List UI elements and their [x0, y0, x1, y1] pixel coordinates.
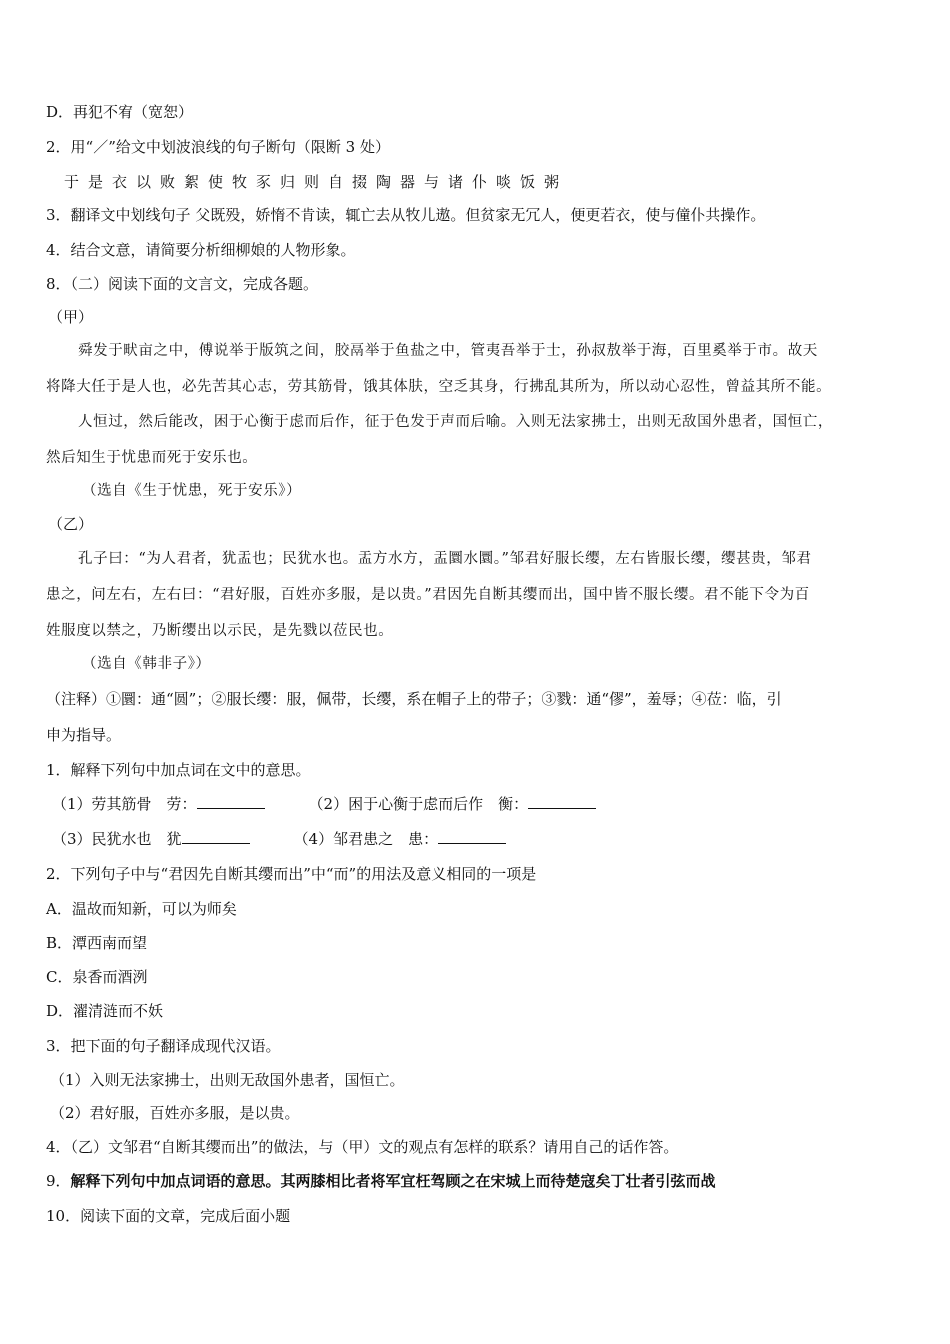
answer-blank[interactable] [197, 794, 265, 809]
option-d: D．再犯不宥（宽恕） [46, 103, 194, 121]
sub-question-3: 3．把下面的句子翻译成现代汉语。 [46, 1037, 281, 1055]
passage-jia-line: 然后知生于忧患而死于安乐也。 [46, 450, 258, 466]
sub1-item-1: （1）劳其筋骨 劳： [52, 795, 197, 813]
sub-question-3-item: （1）入则无法家拂士，出则无敌国外患者，国恒亡。 [50, 1071, 405, 1089]
sub-question-3-item: （2）君好服，百姓亦多服，是以贵。 [50, 1104, 300, 1122]
option-b: B．潭西南而望 [46, 934, 148, 952]
passage-yi-source: （选自《韩非子》） [82, 656, 211, 672]
annotation-line: （注释）①圜：通“圆”；②服长缨：服，佩带，长缨，系在帽子上的带子；③戮：通“僇”，羞辱；④莅：临，引 [46, 690, 782, 708]
answer-blank[interactable] [528, 794, 596, 809]
question-2: 2．用“／”给文中划波浪线的句子断句（限断 3 处） [46, 138, 390, 156]
question-9-number: 9． [46, 1172, 71, 1190]
sub-question-1-row [52, 794, 910, 814]
question-4: 4．结合文意，请简要分析细柳娘的人物形象。 [46, 241, 356, 259]
passage-yi-line: 姓服度以禁之，乃断缨出以示民，是先戮以莅民也。 [46, 623, 394, 639]
sub1-item-2: （2）困于心衡于虑而后作 衡： [308, 795, 529, 813]
sub-question-1: 1．解释下列句中加点词在文中的意思。 [46, 761, 311, 779]
passage-jia-line: 舜发于畎亩之中，傅说举于版筑之间，胶鬲举于鱼盐之中，管夷吾举于士，孙叔敖举于海，百里奚举于市。故天 [78, 343, 818, 359]
question-9-text: 解释下列句中加点词语的意思。其两膝相比者将军宜枉驾顾之在宋城上而待楚寇矣丁壮者引弦而战 [70, 1172, 716, 1190]
question-8-header: 8．（二）阅读下面的文言文，完成各题。 [46, 275, 319, 293]
option-d: D．濯清涟而不妖 [46, 1002, 164, 1020]
answer-blank[interactable] [438, 829, 506, 844]
passage-jia-label: （甲） [48, 308, 94, 326]
passage-jia-source: （选自《生于忧患，死于安乐》） [82, 483, 302, 499]
passage-jia-line: 人恒过，然后能改，困于心衡于虑而后作，征于色发于声而后喻。入则无法家拂士，出则无敌国外患者，国恒亡， [78, 414, 833, 430]
sub-question-2: 2．下列句子中与“君因先自断其缨而出”中“而”的用法及意义相同的一项是 [46, 865, 537, 883]
option-a: A．温故而知新，可以为师矣 [46, 900, 237, 918]
sub1-item-4: （4）邹君患之 患： [293, 830, 439, 848]
wavy-line-sentence: 于是衣以败絮使牧豕归则自掇陶器与诸仆啖饭粥 [64, 173, 569, 191]
question-9 [46, 1171, 910, 1191]
sub-question-4: 4．（乙）文邹君“自断其缨而出”的做法，与（甲）文的观点有怎样的联系？请用自己的话作答。 [46, 1138, 679, 1156]
answer-blank[interactable] [182, 829, 250, 844]
annotation-line: 申为指导。 [46, 726, 122, 744]
passage-yi-line: 孔子曰：“为人君者，犹盂也；民犹水也。盂方水方，盂圜水圜。”邹君好服长缨，左右皆服长缨，缨甚贵，邹君 [78, 551, 812, 567]
option-c: C．泉香而酒洌 [46, 968, 148, 986]
sub1-item-3: （3）民犹水也 犹 [52, 830, 182, 848]
sub-question-1-row [52, 829, 910, 849]
passage-yi-line: 患之，问左右，左右曰：“君好服，百姓亦多服，是以贵。”君因先自断其缨而出，国中皆不服长缨。君不能下令为百 [46, 587, 810, 603]
passage-jia-line: 将降大任于是人也，必先苦其心志，劳其筋骨，饿其体肤，空乏其身，行拂乱其所为，所以动心忍性，曾益其所不能。 [46, 379, 832, 395]
passage-yi-label: （乙） [48, 515, 94, 533]
question-10: 10．阅读下面的文章，完成后面小题 [46, 1207, 291, 1225]
question-3: 3．翻译文中划线句子 父既殁，娇惰不肯读，辄亡去从牧儿遨。但贫家无冗人，便更若衣，使与僮仆共操作。 [46, 206, 766, 224]
